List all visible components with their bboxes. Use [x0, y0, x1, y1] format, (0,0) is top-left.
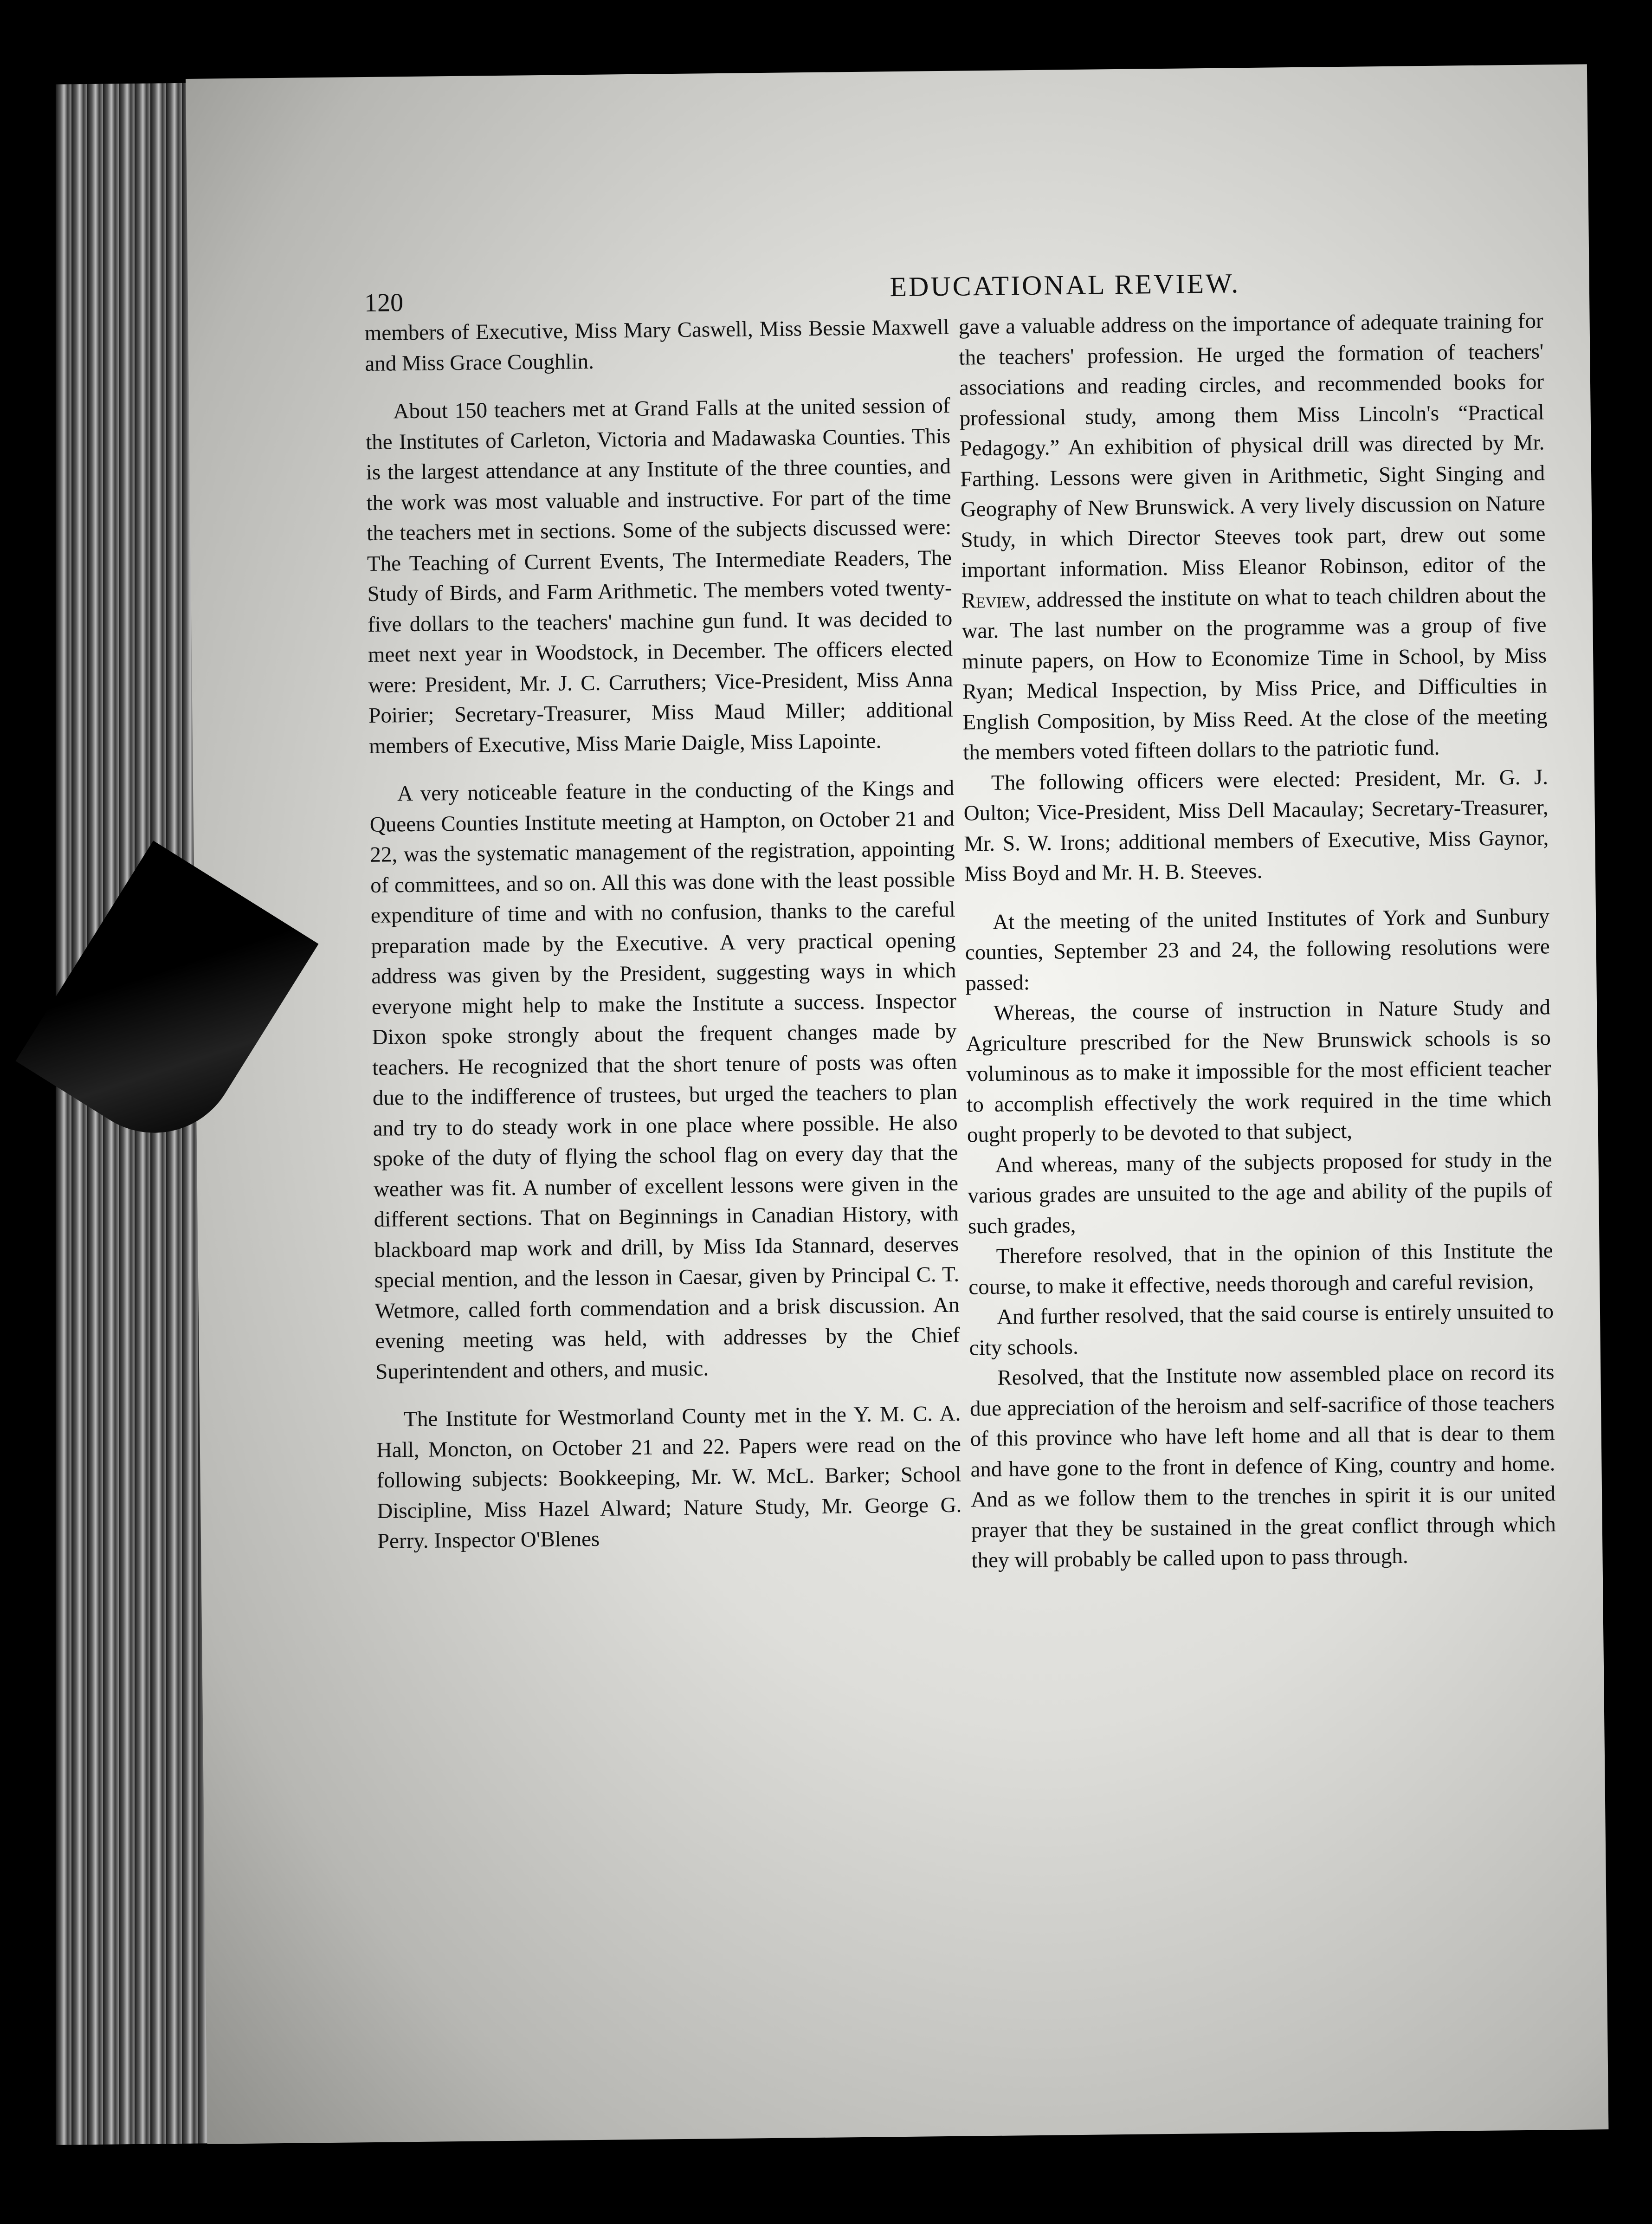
- magazine-page: [186, 64, 1608, 2144]
- left-paragraph-2: About 150 teachers met at Grand Falls at the united session of the Institutes of Carleton, Victoria and Madawaska Counties. This is the largest attendance at any Institute of the three counties, and the work was most valuable and instructive. For part of the time the teachers met in sections. Some of the subjects discussed were: The Teaching of Current Events, The Intermediate Readers, The Study of Birds, and Farm Arithmetic. The members voted twenty-five dollars to the teachers' machine gun fund. It was decided to meet next year in Woodstock, in December. The officers elected were: President, Mr. J. C. Carruthers; Vice-President, Miss Anna Poirier; Secretary-Treasurer, Miss Maud Miller; additional members of Executive, Miss Marie Daigle, Miss Lapointe.: [365, 393, 954, 758]
- right-paragraph-1: [958, 306, 1548, 768]
- right-paragraph-4: Whereas, the course of instruction in Nature Study and Agriculture prescribed for the New Brunswick schools is so voluminous as to make it impossible for the most efficient teacher to accomplish effectively the work required in the time which ought properly to be devoted to that subject,: [966, 995, 1552, 1147]
- right-paragraph-1-part-a: gave a valuable address on the importance of adequate training for the teachers' profession. He urged the formation of teachers' associations and reading circles, and recommended books for professional study, among them Miss Lincoln's “Practical Pedagogy.” An exhibition of physical drill was directed by Mr. Farthing. Lessons were given in Arithmetic, Sight Singing and Geography of New Brunswick. A very lively discussion on Nature Study, in which Director Steeves took part, drew out some important information. Miss Eleanor Robinson, editor of the: [958, 309, 1546, 582]
- review-small-caps: Review: [961, 588, 1026, 613]
- left-paragraph-1: members of Executive, Miss Mary Caswell, Miss Bessie Maxwell and Miss Grace Coughlin.: [364, 315, 949, 376]
- right-paragraph-2: The following officers were elected: President, Mr. G. J. Oulton; Vice-President, Miss Dell Macaulay; Secretary-Treasurer, Mr. S. W. Irons; additional members of Executive, Miss Gaynor, Miss Boyd and Mr. H. B. Steeves.: [963, 764, 1549, 886]
- left-paragraph-4: The Institute for Westmorland County met in the Y. M. C. A. Hall, Moncton, on October 21 and 22. Papers were read on the following subjects: Bookkeeping, Mr. W. McL. Barker; School Discipline, Miss Hazel Alward; Nature Study, Mr. George G. Perry. Inspector O'Blenes: [376, 1401, 962, 1553]
- left-column: [364, 312, 962, 1557]
- right-paragraph-3: At the meeting of the united Institutes of York and Sunbury counties, September 23 and 24, the following resolutions were passed:: [965, 904, 1550, 996]
- page-number: 120: [364, 288, 404, 317]
- right-paragraph-6: Therefore resolved, that in the opinion of this Institute the course, to make it effective, needs thorough and careful revision,: [968, 1238, 1553, 1299]
- right-paragraph-5: And whereas, many of the subjects proposed for study in the various grades are unsuited to the age and ability of the pupils of such grades,: [968, 1147, 1553, 1238]
- right-paragraph-1-part-b: , addressed the institute on what to teach children about the war. The last number on the programme was a group of five minute papers, on How to Economize Time in School, by Miss Ryan; Medical Inspection, by Miss Price, and Difficulties in English Composition, by Miss Reed. At the close of the meeting the members voted fifteen dollars to the patriotic fund.: [962, 582, 1548, 765]
- right-column: [958, 306, 1556, 1576]
- left-paragraph-3: A very noticeable feature in the conducting of the Kings and Queens Counties Institute meeting at Hampton, on October 21 and 22, was the systematic management of the registration, appointing of committees, and so on. All this was done with the least possible expenditure of time and with no confusion, thanks to the careful preparation made by the Executive. A very practical opening address was given by the President, suggesting ways in which everyone might help to make the Institute a success. Inspector Dixon spoke strongly about the frequent changes made by teachers. He recognized that the short tenure of posts was often due to the indifference of trustees, but urged the teachers to plan and try to do steady work in one place where possible. He also spoke of the duty of flying the school flag on every day that the weather was fit. A number of excellent lessons were given in the different sections. That on Beginnings in Canadian History, with blackboard map work and drill, by Miss Ida Stannard, deserves special mention, and the lesson in Caesar, given by Principal C. T. Wetmore, called forth commendation and a brisk discussion. An evening meeting was held, with addresses by the Chief Superintendent and others, and music.: [369, 776, 960, 1384]
- right-paragraph-8: Resolved, that the Institute now assembled place on record its due appreciation of the heroism and self-sacrifice of those teachers of this province who have left home and all that is dear to them and have gone to the front in defence of King, country and home. And as we follow them to the trenches in spirit it is our united prayer that they be sustained in the great conflict through which they will probably be called upon to pass through.: [969, 1360, 1556, 1573]
- right-paragraph-7: And further resolved, that the said course is entirely unsuited to city schools.: [969, 1299, 1554, 1360]
- running-head: EDUCATIONAL REVIEW.: [890, 268, 1240, 303]
